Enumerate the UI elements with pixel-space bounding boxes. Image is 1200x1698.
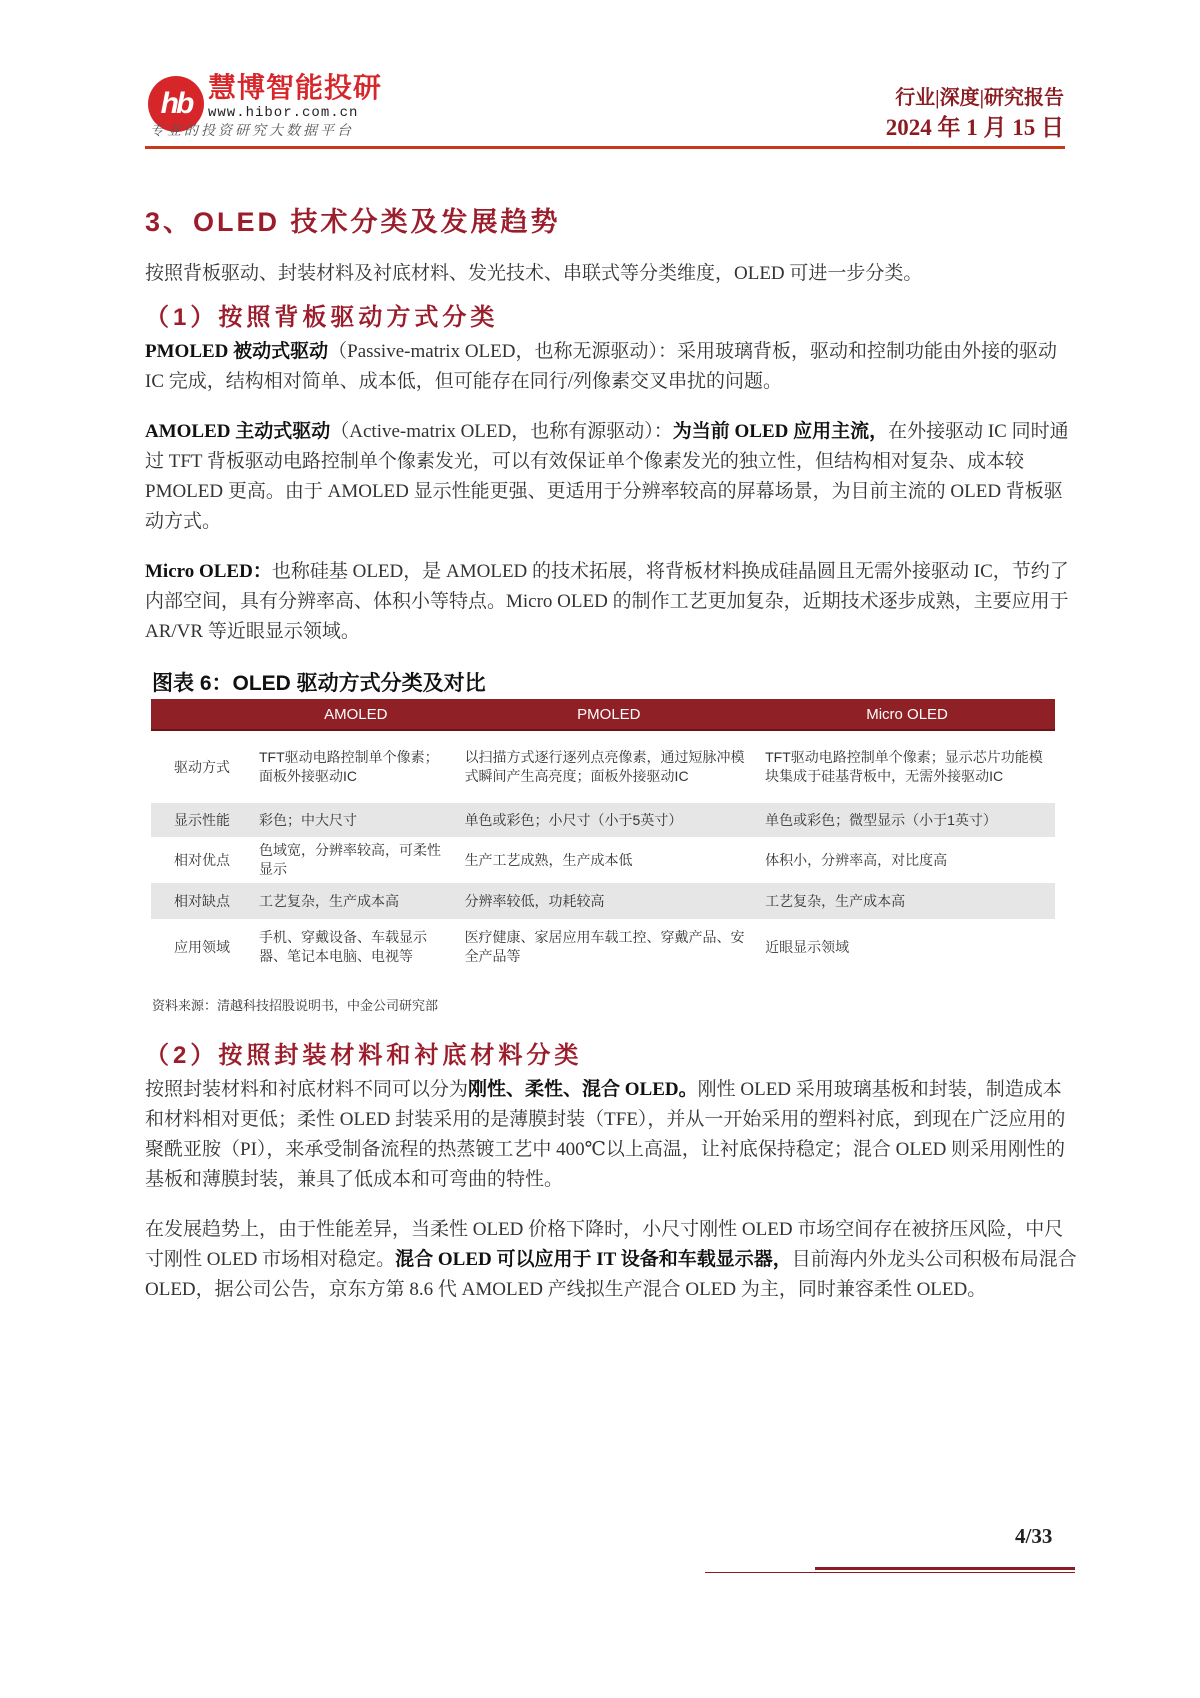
subsection-title-2: （2）按照封装材料和衬底材料分类: [145, 1042, 583, 1069]
table-cell: 工艺复杂，生产成本高: [759, 883, 1055, 919]
logo-slogan: 专业的投资研究大数据平台: [150, 124, 354, 139]
header-divider: [145, 146, 1065, 149]
trend-paragraph: [145, 1215, 1080, 1305]
table-row: [151, 883, 1055, 919]
footer-rule-thin: [705, 1572, 1075, 1573]
text-run: （Passive-matrix OLED，也称无源驱动）：采用玻璃背板，驱动和控制功能由外接的驱动 IC 完成，结构相对简单、成本低，但可能存在同行/列像素交叉串扰的问题。: [145, 341, 1057, 392]
encapsulation-paragraph: [145, 1075, 1080, 1195]
table-row: [151, 803, 1055, 837]
footer-rule-thick: [815, 1567, 1075, 1570]
page-number: 4/33: [1015, 1524, 1053, 1548]
subsection-title-1: （1）按照背板驱动方式分类: [145, 304, 499, 331]
table-header-cell: Micro OLED: [759, 699, 1055, 730]
table-cell: 单色或彩色；小尺寸（小于5英寸）: [459, 803, 760, 837]
table-cell: TFT驱动电路控制单个像素；显示芯片功能模块集成于硅基背板中，无需外接驱动IC: [765, 749, 1043, 784]
table-cell: 体积小，分辨率高，对比度高: [765, 851, 948, 868]
logo-url[interactable]: www.hibor.com.cn: [208, 105, 359, 121]
table-cell: 医疗健康、家居应用车载工控、穿戴产品、安全产品等: [464, 929, 745, 964]
row-label: 相对优点: [174, 851, 230, 868]
text-run: 在发展趋势上，由于性能差异，当柔性 OLED 价格下降时，小尺寸刚性 OLED 市场空间存在被挤压风险，中尺寸刚性 OLED 市场相对稳定。: [145, 1219, 1064, 1270]
section-title: 3、OLED 技术分类及发展趋势: [145, 207, 561, 237]
report-type: 行业|深度|研究报告: [895, 87, 1064, 109]
text-run: 按照封装材料和衬底材料不同可以分为: [145, 1079, 469, 1100]
table-cell: 彩色；中大尺寸: [253, 803, 459, 837]
bold-text: 混合 OLED 可以应用于 IT 设备和车载显示器，: [395, 1249, 792, 1270]
text-run: 刚性 OLED 采用玻璃基板和封装，制造成本和材料相对更低；柔性 OLED 封装采用的是薄膜封装（TFE），并从一开始采用的塑料衬底，到现在广泛应用的聚酰亚胺（PI），来承受制备流程的热蒸镀工艺中 400℃以上高温，让衬底保持稳定；混合 OLED 则采用刚性的基板和薄膜封装，兼具了低成本和可弯曲的特性。: [145, 1079, 1066, 1190]
row-label: 应用领域: [174, 938, 230, 955]
table-cell: 单色或彩色；微型显示（小于1英寸）: [759, 803, 1055, 837]
report-date: 2024 年 1 月 15 日: [885, 115, 1064, 140]
table-cell: 色域宽，分辨率较高，可柔性显示: [259, 842, 441, 877]
table-header-cell: AMOLED: [253, 699, 459, 730]
table-row: [151, 837, 1055, 883]
amoled-paragraph: [145, 417, 1080, 537]
micro-oled-paragraph: [145, 557, 1080, 647]
text-run: 也称硅基 OLED，是 AMOLED 的技术拓展，将背板材料换成硅晶圆且无需外接驱动 IC，节约了内部空间，具有分辨率高、体积小等特点。Micro OLED 的制作工艺更加复杂，近期技术逐步成熟，主要应用于 AR/VR 等近眼显示领域。: [145, 561, 1069, 642]
text-run: 在外接驱动 IC 同时通过 TFT 背板驱动电路控制单个像素发光，可以有效保证单个像素发光的独立性，但结构相对复杂、成本较 PMOLED 更高。由于 AMOLED 显示性能更强、更适用于分辨率较高的屏幕场景，为目前主流的 OLED 背板驱动方式。: [145, 421, 1069, 532]
text-run: （Active-matrix OLED，也称有源驱动）：: [330, 421, 673, 442]
row-label: 相对缺点: [151, 883, 253, 919]
report-body: [145, 205, 1080, 1325]
table-header-row: [151, 699, 1055, 730]
table-cell: 分辨率较低，功耗较高: [459, 883, 760, 919]
table-header-cell: [151, 699, 253, 730]
table-source: 资料来源：清越科技招股说明书，中金公司研究部: [152, 998, 439, 1013]
intro-paragraph: 按照背板驱动、封装材料及衬底材料、发光技术、串联式等分类维度，OLED 可进一步分类。: [145, 263, 923, 284]
pmoled-paragraph: [145, 337, 1080, 397]
table-row: [151, 730, 1055, 803]
text-run: 目前海内外龙头公司积极布局混合 OLED，据公司公告，京东方第 8.6 代 AMOLED 产线拟生产混合 OLED 为主，同时兼容柔性 OLED。: [145, 1249, 1077, 1300]
row-label: 显示性能: [151, 803, 253, 837]
bold-text: Micro OLED：: [145, 561, 272, 582]
table-cell: 以扫描方式逐行逐列点亮像素，通过短脉冲模式瞬间产生高亮度；面板外接驱动IC: [464, 749, 745, 784]
row-label: 驱动方式: [174, 758, 230, 775]
table-cell: 近眼显示领域: [765, 938, 850, 955]
bold-text: AMOLED 主动式驱动: [145, 421, 331, 442]
table-row: [151, 919, 1055, 975]
table-cell: TFT驱动电路控制单个像素；面板外接驱动IC: [259, 749, 439, 784]
table-title: 图表 6：OLED 驱动方式分类及对比: [152, 672, 486, 695]
table-cell: 生产工艺成熟，生产成本低: [464, 851, 633, 868]
bold-text: 刚性、柔性、混合 OLED。: [468, 1079, 698, 1100]
table-header-cell: PMOLED: [459, 699, 760, 730]
bold-text: 为当前 OLED 应用主流，: [672, 421, 889, 442]
bold-text: PMOLED 被动式驱动: [145, 341, 329, 362]
oled-drive-comparison-table: [151, 699, 1055, 975]
table-cell: 工艺复杂，生产成本高: [253, 883, 459, 919]
table-cell: 手机、穿戴设备、车载显示器、笔记本电脑、电视等: [259, 929, 427, 964]
logo-icon: hb: [148, 76, 204, 132]
logo-name: 慧博智能投研: [208, 72, 383, 103]
